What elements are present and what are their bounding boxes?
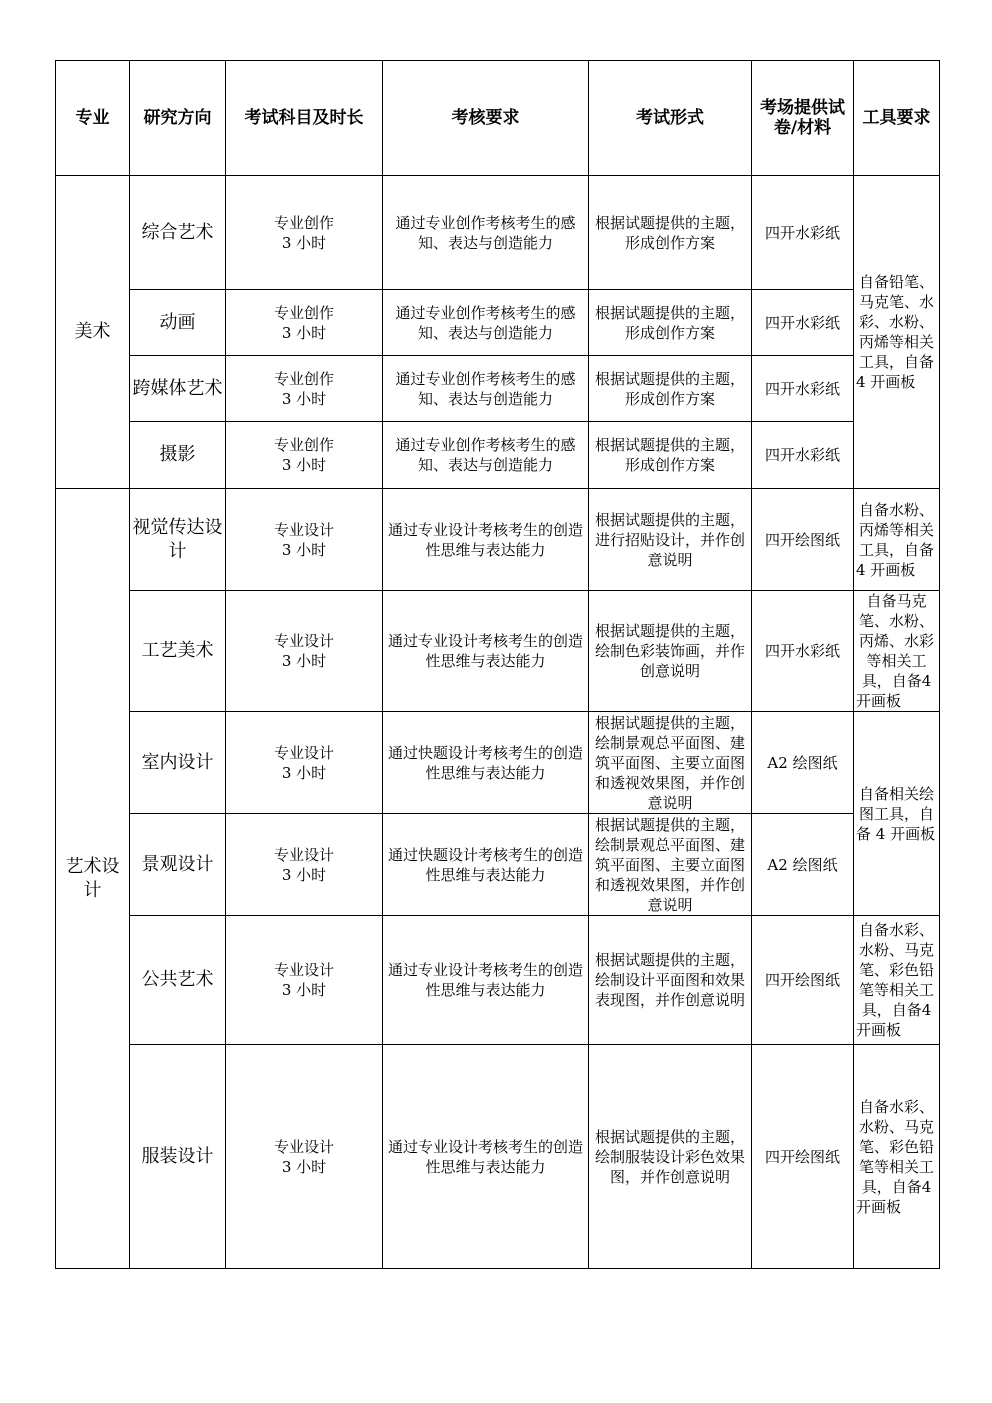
material-cell: 四开水彩纸 bbox=[752, 356, 854, 422]
format-cell: 根据试题提供的主题，绘制景观总平面图、建筑平面图、主要立面图和透视效果图，并作创意说明 bbox=[589, 814, 752, 916]
direction-cell: 服装设计 bbox=[130, 1045, 226, 1269]
subject-cell: 专业设计 3 小时 bbox=[226, 916, 383, 1045]
table-row bbox=[56, 489, 940, 591]
material-cell: 四开绘图纸 bbox=[752, 489, 854, 591]
format-cell: 根据试题提供的主题，形成创作方案 bbox=[589, 356, 752, 422]
requirement-cell: 通过专业设计考核考生的创造性思维与表达能力 bbox=[383, 916, 589, 1045]
subject-cell: 专业设计 3 小时 bbox=[226, 1045, 383, 1269]
table-row bbox=[56, 290, 940, 356]
subject-cell: 专业创作 3 小时 bbox=[226, 290, 383, 356]
material-cell: 四开绘图纸 bbox=[752, 1045, 854, 1269]
requirement-cell: 通过快题设计考核考生的创造性思维与表达能力 bbox=[383, 814, 589, 916]
material-cell: A2 绘图纸 bbox=[752, 814, 854, 916]
header-material: 考场提供试卷/材料 bbox=[752, 61, 854, 176]
exam-requirements-table bbox=[55, 60, 940, 1269]
table-row bbox=[56, 916, 940, 1045]
requirement-cell: 通过快题设计考核考生的创造性思维与表达能力 bbox=[383, 712, 589, 814]
direction-cell: 跨媒体艺术 bbox=[130, 356, 226, 422]
direction-cell: 综合艺术 bbox=[130, 176, 226, 290]
subject-cell: 专业创作 3 小时 bbox=[226, 176, 383, 290]
subject-cell: 专业设计 3 小时 bbox=[226, 591, 383, 712]
requirement-cell: 通过专业设计考核考生的创造性思维与表达能力 bbox=[383, 1045, 589, 1269]
format-cell: 根据试题提供的主题，绘制色彩装饰画，并作创意说明 bbox=[589, 591, 752, 712]
direction-cell: 工艺美术 bbox=[130, 591, 226, 712]
requirement-cell: 通过专业创作考核考生的感知、表达与创造能力 bbox=[383, 356, 589, 422]
direction-cell: 公共艺术 bbox=[130, 916, 226, 1045]
subject-cell: 专业创作 3 小时 bbox=[226, 422, 383, 489]
subject-cell: 专业设计 3 小时 bbox=[226, 712, 383, 814]
header-subject: 考试科目及时长 bbox=[226, 61, 383, 176]
table-row bbox=[56, 176, 940, 290]
direction-cell: 室内设计 bbox=[130, 712, 226, 814]
direction-cell: 视觉传达设计 bbox=[130, 489, 226, 591]
header-format: 考试形式 bbox=[589, 61, 752, 176]
format-cell: 根据试题提供的主题，形成创作方案 bbox=[589, 176, 752, 290]
header-direction: 研究方向 bbox=[130, 61, 226, 176]
requirement-cell: 通过专业创作考核考生的感知、表达与创造能力 bbox=[383, 176, 589, 290]
subject-cell: 专业创作 3 小时 bbox=[226, 356, 383, 422]
material-cell: 四开水彩纸 bbox=[752, 290, 854, 356]
header-row bbox=[56, 61, 940, 176]
tools-cell: 自备水粉、丙烯等相关工具，自备 4 开画板 bbox=[854, 489, 940, 591]
tools-cell: 自备马克笔、水粉、丙烯、水彩等相关工具，自备4开画板 bbox=[854, 591, 940, 712]
table-row bbox=[56, 591, 940, 712]
format-cell: 根据试题提供的主题，绘制服装设计彩色效果图，并作创意说明 bbox=[589, 1045, 752, 1269]
tools-cell: 自备水彩、水粉、马克笔、彩色铅笔等相关工具，自备4开画板 bbox=[854, 916, 940, 1045]
material-cell: 四开水彩纸 bbox=[752, 591, 854, 712]
material-cell: A2 绘图纸 bbox=[752, 712, 854, 814]
table-row bbox=[56, 356, 940, 422]
tools-cell: 自备水彩、水粉、马克笔、彩色铅笔等相关工具，自备4开画板 bbox=[854, 1045, 940, 1269]
header-major: 专业 bbox=[56, 61, 130, 176]
requirement-cell: 通过专业设计考核考生的创造性思维与表达能力 bbox=[383, 591, 589, 712]
tools-cell: 自备铅笔、马克笔、水彩、水粉、丙烯等相关工具，自备 4 开画板 bbox=[854, 176, 940, 489]
requirement-cell: 通过专业创作考核考生的感知、表达与创造能力 bbox=[383, 290, 589, 356]
format-cell: 根据试题提供的主题，进行招贴设计，并作创意说明 bbox=[589, 489, 752, 591]
subject-cell: 专业设计 3 小时 bbox=[226, 814, 383, 916]
format-cell: 根据试题提供的主题，绘制景观总平面图、建筑平面图、主要立面图和透视效果图，并作创意说明 bbox=[589, 712, 752, 814]
table-row bbox=[56, 422, 940, 489]
major-art-design: 艺术设计 bbox=[56, 489, 130, 1269]
format-cell: 根据试题提供的主题，形成创作方案 bbox=[589, 422, 752, 489]
table-row bbox=[56, 1045, 940, 1269]
material-cell: 四开水彩纸 bbox=[752, 422, 854, 489]
direction-cell: 景观设计 bbox=[130, 814, 226, 916]
format-cell: 根据试题提供的主题，绘制设计平面图和效果表现图，并作创意说明 bbox=[589, 916, 752, 1045]
direction-cell: 摄影 bbox=[130, 422, 226, 489]
tools-cell: 自备相关绘图工具，自备 4 开画板 bbox=[854, 712, 940, 916]
material-cell: 四开绘图纸 bbox=[752, 916, 854, 1045]
format-cell: 根据试题提供的主题，形成创作方案 bbox=[589, 290, 752, 356]
table-row bbox=[56, 814, 940, 916]
major-fine-arts: 美术 bbox=[56, 176, 130, 489]
header-requirement: 考核要求 bbox=[383, 61, 589, 176]
direction-cell: 动画 bbox=[130, 290, 226, 356]
subject-cell: 专业设计 3 小时 bbox=[226, 489, 383, 591]
requirement-cell: 通过专业设计考核考生的创造性思维与表达能力 bbox=[383, 489, 589, 591]
header-tools: 工具要求 bbox=[854, 61, 940, 176]
material-cell: 四开水彩纸 bbox=[752, 176, 854, 290]
table-row bbox=[56, 712, 940, 814]
requirement-cell: 通过专业创作考核考生的感知、表达与创造能力 bbox=[383, 422, 589, 489]
